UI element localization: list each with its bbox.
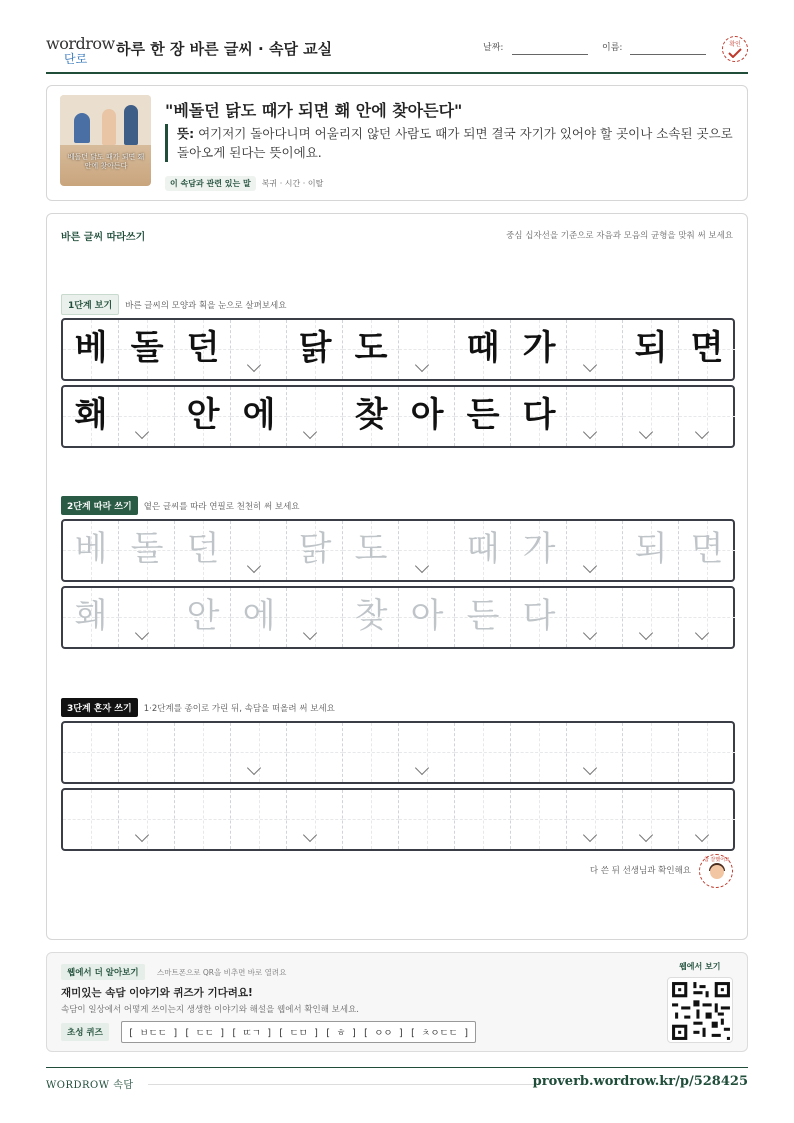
writing-char: 닭 [298,328,332,368]
writing-char: 때 [466,328,500,368]
writing-char: 베 [74,328,108,368]
stage-3-desc: 1·2단계를 종이로 가린 뒤, 속담을 떠올려 써 보세요 [143,704,335,714]
stamp-label: 확인 [729,41,741,48]
writing-cell [119,320,175,379]
writing-char: 에 [242,395,276,435]
writing-cell [175,387,231,446]
date-label: 날짜: [483,43,504,53]
footer-url[interactable]: proverb.wordrow.kr/p/528425 [532,1074,748,1089]
proverb-illustration [60,95,151,186]
writing-char: 찾 [354,395,388,435]
proverb-card [46,85,748,201]
writing-cell[interactable] [119,521,175,580]
writing-cell[interactable] [455,588,511,647]
writing-cell [567,320,623,379]
writing-cell[interactable] [287,521,343,580]
writing-cell[interactable] [623,723,679,782]
stage-1-desc: 바른 글씨의 모양과 획을 눈으로 살펴보세요 [125,301,287,311]
writing-cell[interactable] [175,723,231,782]
writing-cell[interactable] [511,723,567,782]
wordrow-logo [46,34,115,68]
writing-char: 아 [410,395,444,435]
writing-cell[interactable] [287,588,343,647]
stage-1-row-1 [61,318,735,381]
writing-cell[interactable] [679,521,735,580]
writing-char: 돌 [130,529,164,569]
writing-cell [231,320,287,379]
qr-label: 웹에서 보기 [679,962,721,971]
writing-char: 홰 [74,395,108,435]
writing-cell[interactable] [119,588,175,647]
writing-cell [287,320,343,379]
teacher-stamp-label: 참 잘했어요 [704,857,730,863]
writing-cell[interactable] [399,588,455,647]
meaning-text: 여기저기 돌아다니며 어울리지 않던 사람도 때가 되면 결국 자기가 있어야 할 곳이나 소속된 곳으로 돌아오게 된다는 뜻이에요. [177,126,733,160]
writing-char: 던 [186,328,220,368]
writing-cell[interactable] [287,790,343,849]
stage-3-badge: 3단계 혼자 쓰기 [61,698,138,717]
quiz-label: 초성 퀴즈 [61,1023,109,1041]
writing-char: 든 [466,395,500,435]
writing-cell[interactable] [175,588,231,647]
writing-char: 되 [634,328,668,368]
writing-char: 안 [186,596,220,636]
page-footer [46,1067,748,1091]
writing-cell [231,387,287,446]
proverb-title: "베돌던 닭도 때가 되면 홰 안에 찾아든다" [165,101,463,120]
web-sub: 스마트폰으로 QR을 비추면 바로 열려요 [157,968,287,977]
stage-2-row-2[interactable] [61,586,735,649]
writing-cell[interactable] [567,790,623,849]
writing-cell[interactable] [63,790,119,849]
writing-cell[interactable] [679,723,735,782]
writing-cell [511,320,567,379]
writing-cell [623,387,679,446]
writing-cell[interactable] [63,723,119,782]
writing-cell[interactable] [455,521,511,580]
writing-cell[interactable] [231,588,287,647]
writing-cell [679,387,735,446]
writing-cell[interactable] [343,588,399,647]
checkmark-icon [728,48,742,58]
writing-cell[interactable] [679,588,735,647]
writing-cell[interactable] [343,790,399,849]
check-stamp-icon [722,36,748,62]
name-label: 이름: [602,43,623,53]
writing-char: 다 [522,596,556,636]
logo-subtext: 단로 [64,52,88,66]
writing-char: 베 [74,529,108,569]
stage-3-header [61,698,335,717]
writing-cell [455,387,511,446]
writing-cell[interactable] [63,521,119,580]
stage-1-row-2 [61,385,735,448]
writing-cell[interactable] [511,790,567,849]
writing-cell[interactable] [343,723,399,782]
stage-2-row-1[interactable] [61,519,735,582]
writing-cell[interactable] [623,521,679,580]
writing-cell [455,320,511,379]
qr-pattern [669,979,733,1043]
practice-heading: 바른 글씨 따라쓰기 [61,232,146,243]
related-label: 이 속담과 관련 있는 말 [165,176,256,191]
stage-3-row-2[interactable] [61,788,735,851]
writing-char: 도 [354,328,388,368]
writing-char: 홰 [74,596,108,636]
writing-cell [63,320,119,379]
writing-cell [399,320,455,379]
writing-char: 돌 [130,328,164,368]
writing-char: 안 [186,395,220,435]
related-list: 복귀 · 시간 · 이탈 [261,179,324,188]
writing-cell [287,387,343,446]
chosung-quiz: [ ㅂㄷㄷ ] [ ㄷㄷ ] [ ㄸㄱ ] [ ㄷㅁ ] [ ㅎ ] [ ㅇㅇ ] [ ㅊㅇㄷㄷ ] [121,1021,476,1043]
name-field[interactable] [630,54,706,55]
writing-char: 던 [186,529,220,569]
writing-cell[interactable] [399,790,455,849]
writing-cell [343,387,399,446]
writing-char: 찾 [354,596,388,636]
writing-cell[interactable] [175,790,231,849]
meaning-label: 뜻: [177,126,195,141]
writing-cell [567,387,623,446]
stage-2-desc: 옅은 글씨를 따라 연필로 천천히 써 보세요 [143,502,300,512]
writing-cell[interactable] [63,588,119,647]
writing-cell [175,320,231,379]
writing-cell[interactable] [567,723,623,782]
footer-brand: WORDROW 속담 [46,1080,134,1091]
illustration-caption: 베돌던 닭도 때가 되면 홰 안에 찾아든다 [67,153,145,170]
teacher-confirm-text: 다 쓴 뒤 선생님과 확인해요 [589,866,691,876]
web-promo-section [46,952,748,1052]
page-header [46,30,748,74]
web-desc: 속담이 일상에서 어떻게 쓰이는지 생생한 이야기와 해설을 웹에서 확인해 보세요. [61,1005,359,1015]
logo-text: wordrow [46,34,115,53]
writing-cell[interactable] [511,521,567,580]
web-badge: 웹에서 더 알아보기 [61,964,145,980]
qr-code-icon[interactable] [667,977,733,1043]
writing-cell[interactable] [231,723,287,782]
proverb-meaning [165,124,735,162]
practice-guide: 중심 십자선을 기준으로 자음과 모음의 균형을 맞춰 써 보세요 [506,231,733,241]
writing-char: 되 [634,529,668,569]
writing-cell [343,320,399,379]
writing-cell[interactable] [231,521,287,580]
writing-cell[interactable] [119,790,175,849]
writing-cell [511,387,567,446]
writing-cell [63,387,119,446]
page-title: 하루 한 장 바른 글씨 · 속담 교실 [116,40,333,58]
writing-char: 아 [410,596,444,636]
related-words [165,176,323,191]
teacher-stamp-icon [699,854,733,888]
writing-cell [623,320,679,379]
stage-3-row-1[interactable] [61,721,735,784]
date-field[interactable] [512,54,588,55]
writing-char: 가 [522,328,556,368]
writing-cell[interactable] [399,723,455,782]
writing-cell[interactable] [175,521,231,580]
writing-practice-section [46,213,748,940]
writing-cell[interactable] [567,588,623,647]
writing-cell[interactable] [679,790,735,849]
writing-cell[interactable] [567,521,623,580]
writing-char: 때 [466,529,500,569]
writing-cell [119,387,175,446]
writing-cell[interactable] [511,588,567,647]
writing-cell[interactable] [399,521,455,580]
writing-cell [399,387,455,446]
writing-cell[interactable] [119,723,175,782]
writing-char: 면 [690,529,724,569]
writing-char: 가 [522,529,556,569]
writing-char: 닭 [298,529,332,569]
writing-char: 도 [354,529,388,569]
writing-cell[interactable] [455,723,511,782]
writing-char: 다 [522,395,556,435]
writing-cell[interactable] [455,790,511,849]
writing-cell[interactable] [623,790,679,849]
writing-cell [679,320,735,379]
writing-char: 에 [242,596,276,636]
stage-2-badge: 2단계 따라 쓰기 [61,496,138,515]
stage-1-badge: 1단계 보기 [61,294,119,315]
writing-cell[interactable] [231,790,287,849]
web-headline: 재미있는 속담 이야기와 퀴즈가 기다려요! [61,987,253,999]
stage-1-header [61,294,286,315]
writing-cell[interactable] [623,588,679,647]
writing-char: 면 [690,328,724,368]
writing-char: 든 [466,596,500,636]
writing-cell[interactable] [343,521,399,580]
writing-cell[interactable] [287,723,343,782]
stage-2-header [61,496,300,515]
